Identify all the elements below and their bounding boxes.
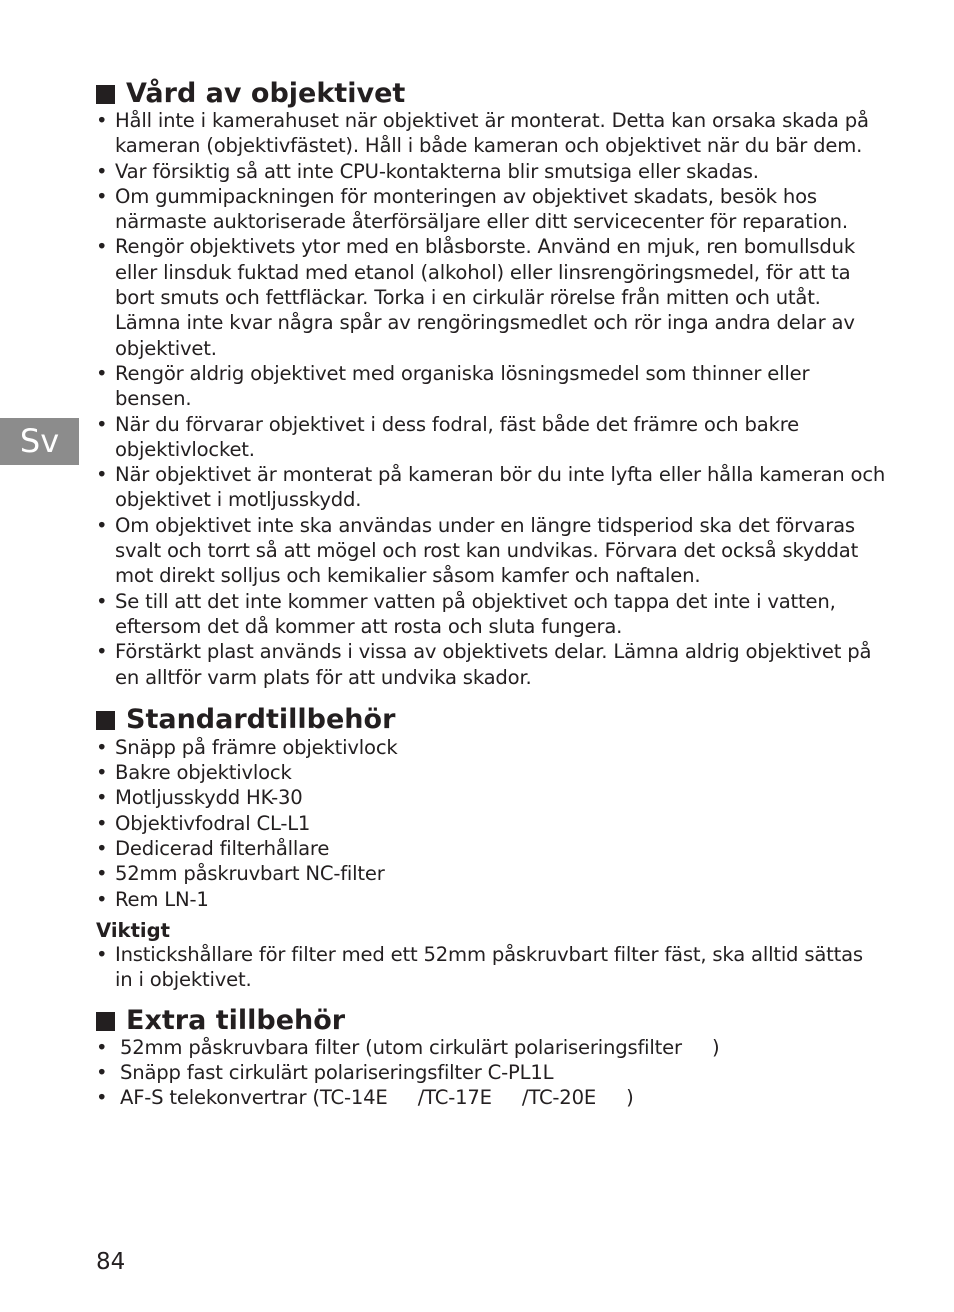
- standard-heading: [96, 704, 886, 736]
- important-heading: Viktigt: [96, 918, 171, 942]
- list-item: • Dedicerad filterhållare: [96, 837, 330, 861]
- language-tab: Sv: [0, 418, 79, 465]
- bullet-icon: •: [96, 184, 108, 208]
- bullet-icon: •: [96, 640, 108, 664]
- list-item: • Objektivfodral CL-L1: [96, 811, 311, 835]
- bullet-icon: •: [96, 412, 108, 436]
- extra-heading: [96, 1005, 886, 1037]
- list-item: • Rengör objektivets ytor med en blåsborste. Använd en mjuk, ren bomullsduk eller linsduk fuktad med etanol (alkohol) eller linsrengöringsmedel, för att ta bort smuts och fettfläckar. Torka i en cirkulär rörelse från mitten och utåt. Lämna inte kvar några spår av rengöringsmedlet och rör inga andra delar av objektivet.: [96, 235, 856, 360]
- bullet-icon: •: [96, 463, 108, 487]
- bullet-icon: •: [96, 786, 108, 810]
- bullet-icon: •: [96, 109, 108, 132]
- list-item: • Om gummipackningen för monteringen av objektivet skadats, besök hos närmaste auktoriserade återförsäljare eller ditt servicecenter för reparation.: [96, 184, 848, 234]
- extra-accessories-section: [96, 1005, 886, 1111]
- standard-title: Standardtillbehör: [126, 703, 396, 735]
- bullet-icon: •: [96, 361, 108, 385]
- bullet-icon: •: [96, 589, 108, 613]
- list-item: • Om objektivet inte ska användas under en längre tidsperiod ska det förvaras svalt och torrt så att mögel och rost kan undvikas. Förvara det också skyddat mot direkt solljus och kemikalier såsom kamfer och naftalen.: [96, 513, 859, 588]
- important-list: [96, 942, 886, 993]
- care-section: [96, 78, 886, 690]
- bullet-icon: •: [96, 513, 108, 537]
- care-heading: [96, 78, 886, 110]
- list-item: • Motljusskydd HK-30: [96, 786, 303, 810]
- black-square-icon: [96, 711, 115, 730]
- care-list: [96, 108, 886, 690]
- bullet-icon: •: [96, 942, 108, 966]
- bullet-icon: •: [96, 887, 108, 911]
- page-content: [96, 78, 886, 1110]
- list-item: • Snäpp fast cirkulärt polariseringsfilter C-PL1L: [96, 1060, 554, 1084]
- list-item: • 52mm påskruvbara filter (utom cirkulärt polariseringsfilter ): [96, 1035, 720, 1059]
- list-item: • Håll inte i kamerahuset när objektivet är monterat. Detta kan orsaka skada på kameran (objektivfästet). Håll i både kameran och objektivet när du bär dem.: [96, 109, 869, 158]
- bullet-icon: •: [96, 811, 108, 835]
- list-item: • Se till att det inte kommer vatten på objektivet och tappa det inte i vatten, eftersom det då kommer att rosta och sluta fungera.: [96, 589, 836, 638]
- list-item: • Rengör aldrig objektivet med organiska lösningsmedel som thinner eller bensen.: [96, 361, 810, 411]
- extra-title: Extra tillbehör: [126, 1004, 346, 1036]
- list-item: • Förstärkt plast används i vissa av objektivets delar. Lämna aldrig objektivet på en alltför varm plats för att undvika skador.: [96, 640, 872, 689]
- bullet-icon: •: [96, 862, 108, 886]
- standard-accessories-section: [96, 704, 886, 993]
- standard-list: [96, 735, 886, 912]
- list-item: • Snäpp på främre objektivlock: [96, 735, 398, 759]
- list-item: • Var försiktig så att inte CPU-kontakterna blir smutsiga eller skadas.: [96, 159, 759, 183]
- black-square-icon: [96, 85, 115, 104]
- list-item: • När objektivet är monterat på kameran bör du inte lyfta eller hålla kameran och objektivet i motljusskydd.: [96, 463, 886, 512]
- bullet-icon: •: [96, 837, 108, 861]
- bullet-icon: •: [96, 1060, 108, 1084]
- bullet-icon: •: [96, 761, 108, 785]
- bullet-icon: •: [96, 235, 108, 259]
- bullet-icon: •: [96, 1086, 108, 1110]
- bullet-icon: •: [96, 1035, 108, 1059]
- bullet-icon: •: [96, 735, 108, 759]
- page-number: 84: [96, 1249, 126, 1275]
- list-item: • AF-S telekonvertrar (TC-14E /TC-17E /TC-20E ): [96, 1086, 634, 1110]
- list-item: • När du förvarar objektivet i dess fodral, fäst både det främre och bakre objektivlocket.: [96, 412, 800, 461]
- list-item: • Rem LN-1: [96, 887, 209, 911]
- list-item: • 52mm påskruvbart NC-filter: [96, 862, 385, 886]
- black-square-icon: [96, 1012, 115, 1031]
- list-item: • Bakre objektivlock: [96, 761, 292, 785]
- extra-list: [96, 1035, 886, 1111]
- care-title: Vård av objektivet: [126, 78, 406, 109]
- list-item: • Instickshållare för filter med ett 52mm påskruvbart filter fäst, ska alltid sättas in i objektivet.: [96, 942, 863, 992]
- bullet-icon: •: [96, 159, 108, 183]
